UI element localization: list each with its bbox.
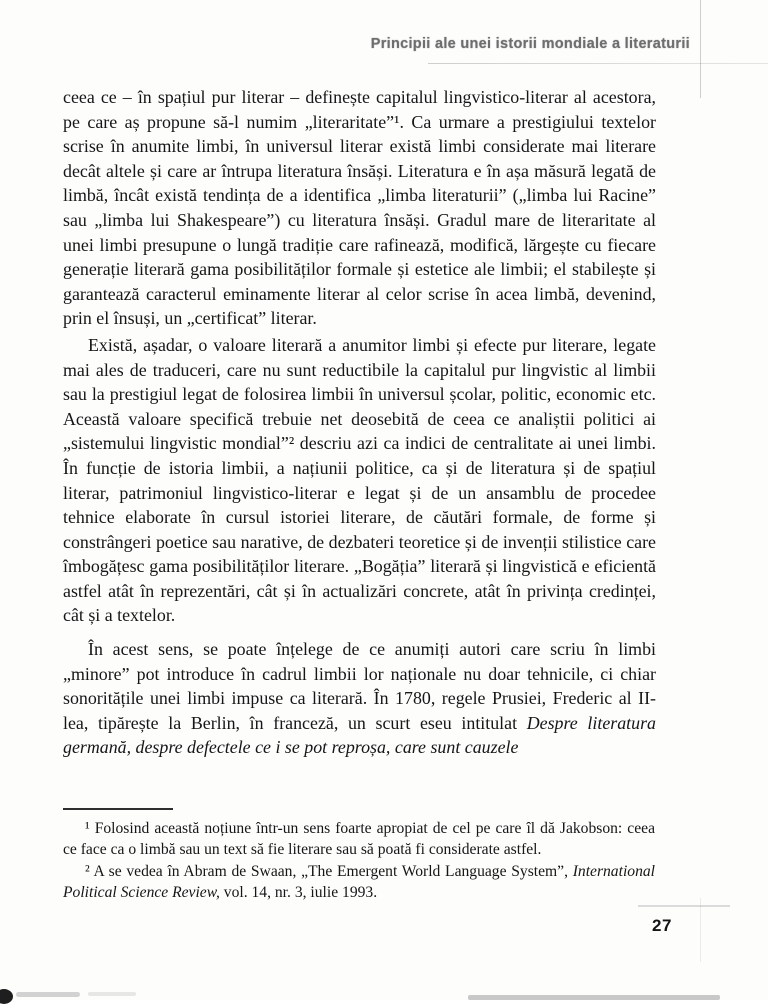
footnote-rule [63,808,173,810]
scan-artifact-smudge [88,992,136,996]
italic-text-segment: International Political Science Review, [63,862,655,902]
header-rule [428,63,768,64]
text-segment: ceea ce – în spațiul pur literar – definește capitalul lingvistico-literar al acestora, pe care aș propune să-l numim „literaritate”¹. Ca urmare a prestigiului textelor scrise în anumite limbi, în universul literar există limbi considerate mai literare decât altele și care ar întrupa literatura însăși. Literatura e în așa măsură legată de limbă, încât există tendința de a identifica „limba literaturii” („limba lui Racine” sau „limba lui Shakespeare”) cu literatura însăși. Gradul mare de literaritate al unei limbi presupune o lungă tradiție care rafinează, modifică, lărgește cu fiecare generație literară gama posibilităților formale și estetice ale limbii; el stabilește și garantează caracterul eminamente literar al celor scrise în acea limbă, devenind, prin el însuși, un „certificat” literar. [63,87,656,329]
body-text [63,85,656,760]
paragraph [63,637,656,760]
paragraph [63,85,656,331]
footnote [63,861,655,904]
italic-text-segment: Despre literatura germană, despre defectele ce i se pot reproșa, care sunt cauzele [63,712,656,758]
scan-artifact-bar [468,995,720,1000]
text-segment: vol. 14, nr. 3, iulie 1993. [219,884,378,902]
scan-fold-line-lower [700,898,701,962]
page-number: 27 [652,916,672,935]
text-segment: Există, așadar, o valoare literară a anumitor limbi și efecte pur literare, legate mai ales de traduceri, care nu sunt reductibile la capitalul pur lingvistic al limbii sau la prestigiul legat de folosirea limbii în universul școlar, politic, economic etc. Această valoare specifică trebuie net deosebită de ceea ce analiștii politici ai „sistemului lingvistic mondial”² descriu azi ca indici de centralitate ai unei limbi. În funcție de istoria limbii, a națiunii politice, ca și de literatura și de spațiul literar, patrimoniul lingvistico-literar e legat și de un ansamblu de procedee tehnice elaborate în cursul istoriei literare, de căutări formale, de forme și constrângeri poetice sau narative, de dezbateri teoretice și de invenții stilistice care îmbogățesc gama posibilităților literare. „Bogăția” literară și lingvistică e eficientă astfel atât în reprezentări, cât și în actualizări concrete, atât în privința credinței, cât și a textelor. [63,334,656,626]
scan-artifact-blob [0,989,13,1004]
paragraph [63,333,656,628]
text-segment: În acest sens, se poate înțelege de ce anumiți autori care scriu în limbi „minore” pot introduce în cadrul limbii lor naționale nu doar tehnicile, ci chiar sonoritățile unei limbi impuse ca literară. În 1780, regele Prusiei, Frederic al II-lea, tipărește la Berlin, în franceză, un scurt eseu intitulat [63,639,656,733]
scan-artifact-smudge [16,992,80,997]
footnote [63,818,655,861]
scan-fold-line [700,0,701,98]
footnotes [63,818,655,904]
scan-artifact-dash [638,905,730,907]
running-header: Principii ale unei istorii mondiale a literaturii [370,36,690,52]
text-segment: ² A se vedea în Abram de Swaan, „The Emergent World Language System”, [85,862,573,880]
text-segment: ¹ Folosind această noțiune într-un sens foarte apropiat de cel pe care îl dă Jakobson: ceea ce face ca o limbă sau un text să fie literare sau să poată fi considerate astfel. [63,820,655,859]
